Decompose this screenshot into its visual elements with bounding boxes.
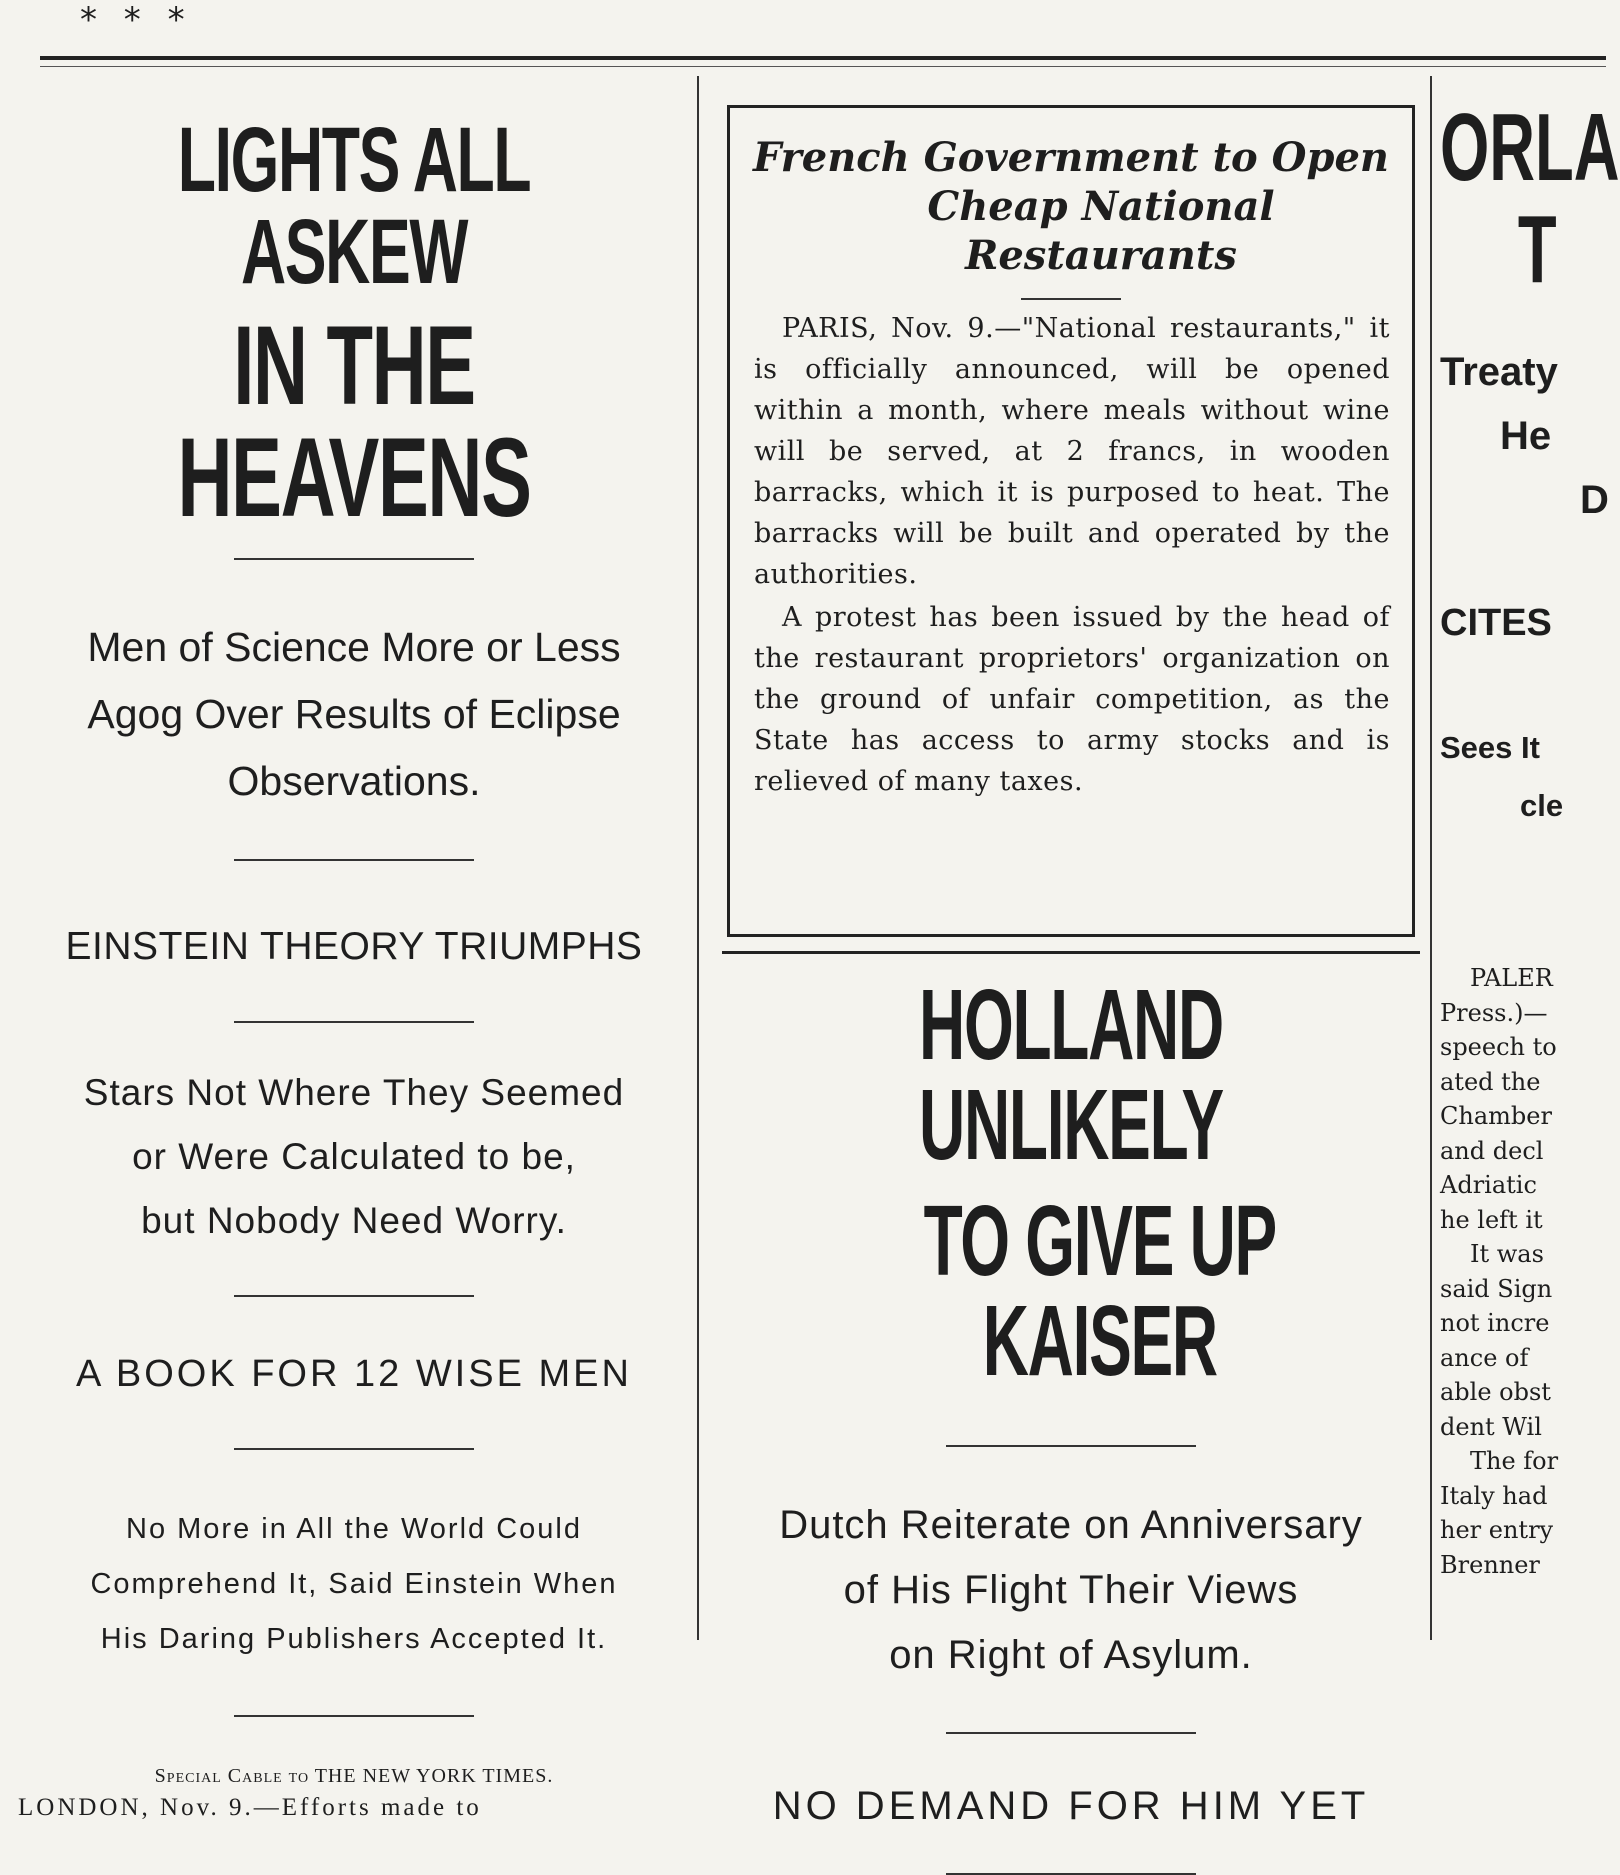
right-body-line-17: her entry xyxy=(1440,1516,1554,1544)
right-body-line-13: able obst xyxy=(1440,1378,1551,1406)
center-deck-1 xyxy=(712,1493,1430,1688)
center-deck-1-line-1: Dutch Reiterate on Anniversary xyxy=(779,1503,1363,1547)
left-deck-5-line-2: Comprehend It, Said Einstein When xyxy=(90,1568,618,1600)
left-deck-5-line-1: No More in All the World Could xyxy=(126,1513,582,1545)
right-body xyxy=(1440,961,1606,1582)
left-rule-6 xyxy=(234,1715,474,1717)
left-headline-line-1: LIGHTS ALL ASKEW xyxy=(177,109,531,303)
left-deck-4: A BOOK FOR 12 WISE MEN xyxy=(76,1353,632,1395)
center-deck-1-line-3: on Right of Asylum. xyxy=(889,1633,1253,1677)
box-rule xyxy=(1021,298,1121,300)
right-body-line-11: not incre xyxy=(1440,1309,1550,1337)
center-deck-2: NO DEMAND FOR HIM YET xyxy=(772,1784,1370,1828)
box-paragraph-1: PARIS, Nov. 9.—"National restaurants," it is officially announced, will be opened within a month, where meals without wine will be served, at 2 francs, in wooden barracks, which it is purposed to heat. The barracks will be built and operated by the authorities. xyxy=(754,313,1390,591)
right-column-clipped xyxy=(1440,76,1620,1640)
left-deck-1-line-1: Men of Science More or Less xyxy=(87,624,621,670)
right-body-line-18: Brenner xyxy=(1440,1550,1540,1579)
right-deck-1-line-3: D xyxy=(1580,478,1609,522)
right-body-line-7: Adriatic xyxy=(1440,1171,1537,1199)
right-deck-1-line-2: He xyxy=(1500,414,1552,458)
left-deck-2: EINSTEIN THEORY TRIUMPHS xyxy=(65,925,643,968)
right-body-line-6: and decl xyxy=(1440,1136,1544,1165)
right-deck-2: CITES xyxy=(1440,602,1552,644)
left-rule-5 xyxy=(234,1448,474,1450)
left-deck-1-line-2: Agog Over Results of Eclipse xyxy=(87,691,621,737)
box-headline xyxy=(730,134,1412,280)
center-rule-2 xyxy=(946,1732,1196,1734)
right-deck-3 xyxy=(1440,719,1606,835)
center-headline-line-1: HOLLAND UNLIKELY xyxy=(919,969,1223,1181)
right-body-line-14: dent Wil xyxy=(1440,1412,1542,1441)
left-rule-2 xyxy=(234,859,474,861)
left-deck-3 xyxy=(18,1061,690,1253)
left-dateline: LONDON, Nov. 9.—Efforts made to xyxy=(18,1794,482,1821)
right-deck-1-line-1: Treaty xyxy=(1440,350,1558,394)
left-credit-line: Special Cable to THE NEW YORK TIMES. xyxy=(154,1765,554,1787)
left-column xyxy=(18,100,690,1822)
left-deck-3-line-2: or Were Calculated to be, xyxy=(132,1136,576,1177)
center-lower-story xyxy=(712,969,1430,1875)
right-body-line-3: speech to xyxy=(1440,1033,1557,1061)
box-body xyxy=(754,308,1390,802)
right-headline-line-2: T xyxy=(1517,196,1557,303)
right-body-line-16: Italy had xyxy=(1440,1481,1548,1510)
center-headline-line-2: TO GIVE UP KAISER xyxy=(923,1185,1276,1397)
right-body-line-4: ated the xyxy=(1440,1067,1541,1096)
left-deck-5 xyxy=(18,1502,690,1667)
left-rule-4 xyxy=(234,1295,474,1297)
box-headline-line-2: Cheap National Restaurants xyxy=(927,182,1275,279)
right-body-line-9: It was xyxy=(1470,1240,1544,1268)
right-body-line-5: Chamber xyxy=(1440,1102,1552,1130)
left-deck-1 xyxy=(18,614,690,815)
left-rule-3 xyxy=(234,1021,474,1023)
column-divider-left xyxy=(697,76,699,1640)
right-body-line-12: ance of xyxy=(1440,1343,1529,1372)
right-deck-3-line-1: Sees It xyxy=(1440,730,1540,765)
right-body-line-8: he left it xyxy=(1440,1205,1543,1234)
right-body-line-10: said Sign xyxy=(1440,1274,1553,1303)
box-headline-line-1: French Government to Open xyxy=(752,134,1390,181)
boxed-story xyxy=(727,105,1415,937)
right-body-line-15: The for xyxy=(1470,1447,1559,1475)
center-story-divider xyxy=(722,951,1420,954)
top-rule-thin xyxy=(40,66,1606,67)
right-deck-3-line-2: cle xyxy=(1520,788,1564,823)
masthead-stars: * * * xyxy=(80,0,193,40)
right-body-line-1: PALER xyxy=(1470,964,1553,992)
left-rule-1 xyxy=(234,558,474,560)
left-deck-3-line-3: but Nobody Need Worry. xyxy=(141,1200,567,1241)
box-paragraph-2: A protest has been issued by the head of the restaurant proprietors' organization on the ground of unfair competition, as the State has access to army stocks and is relieved of many taxes. xyxy=(754,602,1390,798)
left-headline-line-2: IN THE HEAVENS xyxy=(177,303,531,540)
right-headline-line-1: ORLA xyxy=(1440,94,1620,201)
right-body-line-2: Press.)— xyxy=(1440,998,1548,1027)
right-deck-1 xyxy=(1440,340,1609,532)
top-rule xyxy=(40,56,1606,60)
column-divider-right xyxy=(1430,76,1432,1640)
left-deck-5-line-3: His Daring Publishers Accepted It. xyxy=(100,1623,608,1655)
left-deck-1-line-3: Observations. xyxy=(227,758,481,804)
center-rule-1 xyxy=(946,1445,1196,1447)
center-deck-1-line-2: of His Flight Their Views xyxy=(843,1568,1299,1612)
left-deck-3-line-1: Stars Not Where They Seemed xyxy=(83,1072,625,1113)
